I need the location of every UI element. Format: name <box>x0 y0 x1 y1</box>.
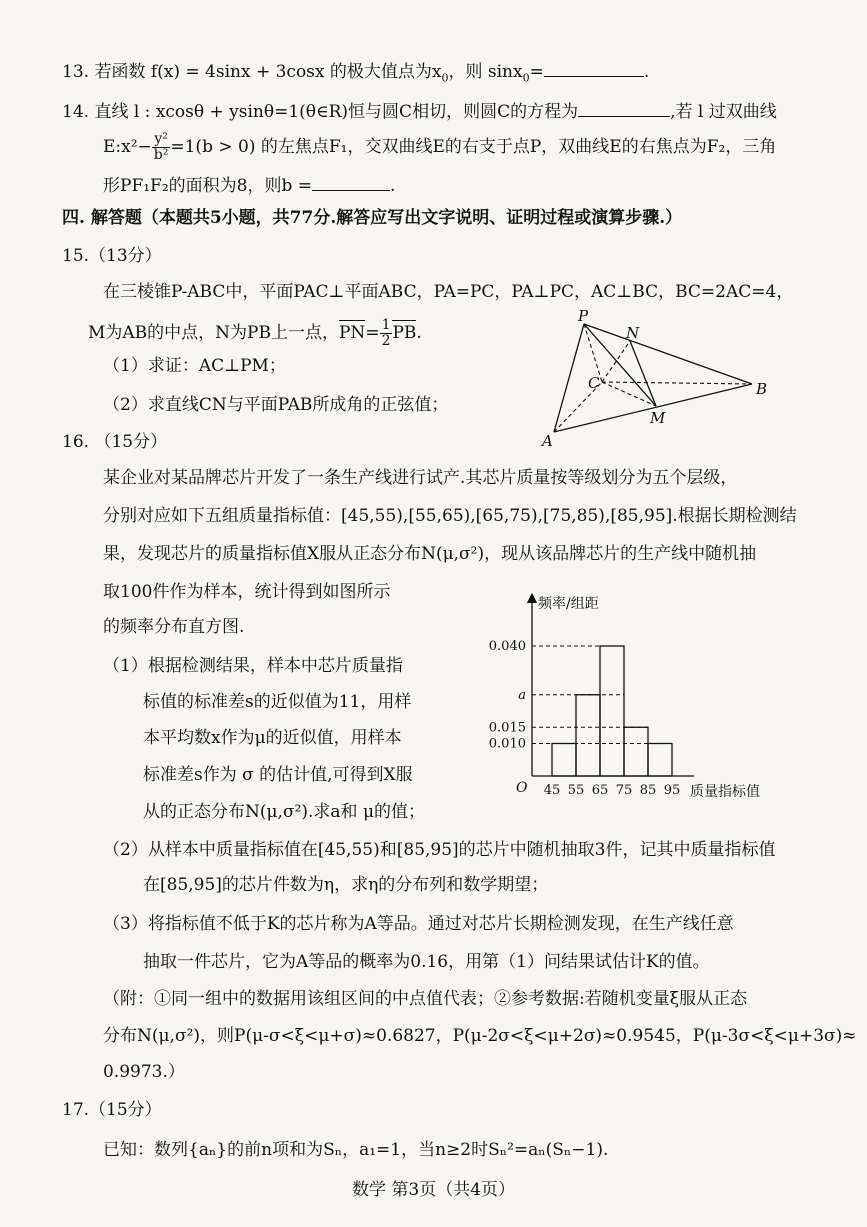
vector-pn: PN <box>339 320 365 345</box>
histogram-y-label: 频率/组距 <box>538 596 599 612</box>
histogram-x-tick-75: 75 <box>615 783 633 798</box>
q14-frac-num: y² <box>152 132 171 148</box>
histogram-x-tick-45: 45 <box>543 783 561 798</box>
section-4-heading: 四. 解答题（本题共5小题，共77分.解答应写出文字说明、证明过程或演算步骤.） <box>62 208 683 228</box>
q16-part1-line5: 从的正态分布N(μ,σ²).求a和 μ的值； <box>143 802 426 822</box>
q14-text-1b: ,若 l 过双曲线 <box>670 102 777 122</box>
q16-note-line3: 0.9973.） <box>103 1062 185 1082</box>
question-16-header: 16. （15分） <box>62 432 168 452</box>
q16-part3-line1: （3）将指标值不低于K的芯片称为A等品。通过对芯片长期检测发现，在生产线任意 <box>103 914 734 934</box>
vector-pb: PB <box>392 320 416 345</box>
q14-answer-blank-1[interactable] <box>578 98 670 117</box>
q14-text-3a: 形PF₁F₂的面积为8，则b = <box>103 176 313 196</box>
histogram-bar-55 <box>576 695 600 776</box>
histogram-x-label: 质量指标值 <box>690 784 760 800</box>
label-n: N <box>626 324 640 342</box>
histogram-x-tick-95: 95 <box>663 783 681 798</box>
q16-note-line2: 分布N(μ,σ²)，则P(μ-σ<ξ<μ+σ)≈0.6827，P(μ-2σ<ξ<μ+2σ)≈0.9545，P(μ-3σ<ξ<μ+3σ)≈ <box>103 1026 857 1046</box>
q16-note-line1: （附：①同一组中的数据用该组区间的中点值代表；②参考数据:若随机变量ξ服从正态 <box>103 989 748 1009</box>
histogram-bar-75 <box>624 727 648 776</box>
label-p: P <box>578 308 589 325</box>
frequency-histogram <box>478 590 778 805</box>
q16-paragraph-line5: 的频率分布直方图. <box>103 617 245 637</box>
q15-frac-num: 1 <box>381 317 391 333</box>
histogram-x-tick-55: 55 <box>567 783 585 798</box>
histogram-y-tick-0.015: 0.015 <box>488 720 526 736</box>
question-15-part1: （1）求证：AC⊥PM； <box>103 356 286 376</box>
q16-part3-line2: 抽取一件芯片，它为A等品的概率为0.16，用第（1）问结果试估计K的值。 <box>143 952 710 972</box>
label-a: A <box>542 432 553 450</box>
histogram-y-tick-a: a <box>518 687 526 703</box>
q13-sub-0: 0 <box>441 71 449 85</box>
histogram-bar-45 <box>552 744 576 777</box>
q13-answer-blank[interactable] <box>544 58 644 77</box>
question-14-line2 <box>103 132 776 163</box>
label-m: M <box>650 409 666 427</box>
question-15-line2 <box>88 318 422 349</box>
q16-paragraph-line1: 某企业对某品牌芯片开发了一条生产线进行试产.其芯片质量按等级划分为五个层级， <box>103 468 738 488</box>
q14-answer-blank-2[interactable] <box>312 172 390 191</box>
q16-part1-line1: （1）根据检测结果，样本中芯片质量指 <box>103 656 403 676</box>
q13-text-after: = <box>529 62 544 82</box>
q16-part1-line2: 标值的标准差s的近似值为11，用样 <box>143 692 412 712</box>
question-15-part2: （2）求直线CN与平面PAB所成角的正弦值； <box>103 395 449 415</box>
q14-fraction <box>152 132 171 163</box>
edge-cb <box>602 382 752 384</box>
question-17-line1: 已知：数列{aₙ}的前n项和为Sₙ，a₁=1，当n≥2时Sₙ²=aₙ(Sₙ−1). <box>103 1140 609 1160</box>
question-13 <box>62 58 649 90</box>
q15-equals: = <box>365 323 380 343</box>
q16-paragraph-line3: 果，发现芯片的质量指标值X服从正态分布N(μ,σ²)，现从该品牌芯片的生产线中随机抽 <box>103 544 757 564</box>
histogram-x-tick-85: 85 <box>639 783 657 798</box>
q13-end: . <box>643 62 650 82</box>
histogram-bar-65 <box>600 646 624 776</box>
edge-pb <box>584 324 752 384</box>
histogram-origin: O <box>516 780 528 796</box>
q15-text-2b: . <box>416 323 422 343</box>
q16-part1-line3: 本平均数x作为μ的近似值，用样本 <box>143 728 402 748</box>
q13-sub-0b: 0 <box>522 71 530 85</box>
q14-text-2b: =1(b > 0) 的左焦点F₁，交双曲线E的右支于点P，双曲线E的右焦点为F₂，三角 <box>170 137 777 157</box>
q14-text-1a: 14. 直线 l : xcosθ + ysinθ=1(θ∈R)恒与圆C相切，则圆C的方程为 <box>62 102 579 122</box>
question-15-header: 15.（13分） <box>62 246 162 266</box>
q13-text: 13. 若函数 f(x) = 4sinx + 3cosx 的极大值点为x <box>62 62 442 82</box>
q16-part2-line1: （2）从样本中质量指标值在[45,55)和[85,95]的芯片中随机抽取3件，记其中质量指标值 <box>103 840 776 860</box>
label-b: B <box>756 380 768 398</box>
q15-frac-den: 2 <box>381 333 391 349</box>
histogram-bar-85 <box>648 744 672 777</box>
histogram-y-tick-0.040: 0.040 <box>488 639 526 654</box>
edge-cn <box>602 341 630 382</box>
pyramid-figure <box>540 308 780 450</box>
q15-text-2a: M为AB的中点，N为PB上一点， <box>88 323 339 343</box>
question-14-line1 <box>62 98 777 124</box>
q14-text-2a: E:x²− <box>103 137 152 157</box>
histogram-y-tick-0.010: 0.010 <box>488 736 526 752</box>
question-17-header: 17.（15分） <box>62 1100 162 1120</box>
q14-frac-den: b² <box>153 147 169 163</box>
q15-fraction <box>380 318 393 349</box>
question-14-line3 <box>103 172 395 198</box>
question-15-line1: 在三棱锥P-ABC中，平面PAC⊥平面ABC，PA=PC，PA⊥PC，AC⊥BC，BC=2AC=4， <box>103 282 794 302</box>
label-c: C <box>588 374 600 392</box>
edge-nm <box>630 341 656 406</box>
q14-text-3b: . <box>390 176 396 196</box>
q16-paragraph-line2: 分别对应如下五组质量指标值：[45,55),[55,65),[65,75),[75,85),[85,95].根据长期检测结 <box>103 506 797 526</box>
q16-part2-line2: 在[85,95]的芯片件数为η，求η的分布列和数学期望； <box>143 875 549 895</box>
q16-part1-line4: 标准差s作为 σ 的估计值,可得到X服 <box>143 765 413 785</box>
q16-paragraph-line4: 取100件作为样本，统计得到如图所示 <box>103 582 391 602</box>
histogram-x-tick-65: 65 <box>591 783 609 798</box>
page-footer: 数学 第3页（共4页） <box>351 1180 516 1200</box>
q13-text-mid: ，则 sinx <box>448 62 523 82</box>
